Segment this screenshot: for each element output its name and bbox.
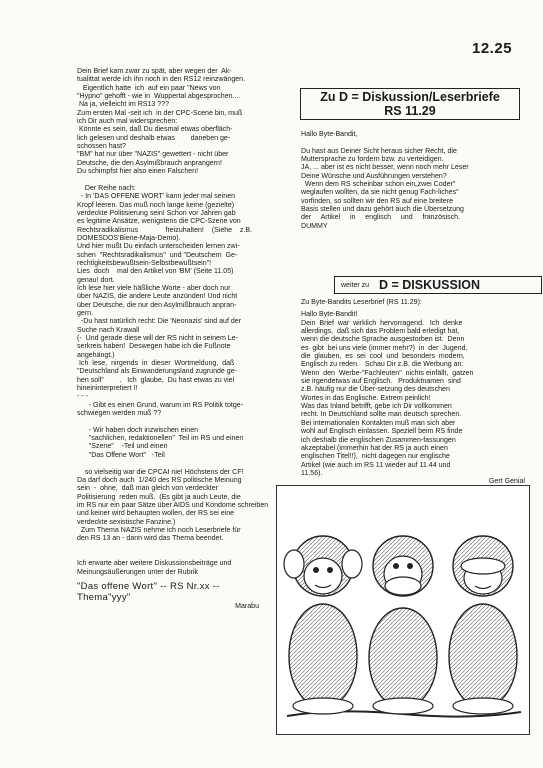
page-number: 12.25 [472, 40, 513, 57]
text-line: 11.56). [301, 469, 323, 477]
text-line: ich Dir auch mal widersprechen: [77, 118, 178, 126]
header-issue: RS 11.29 [384, 104, 436, 118]
text-line: Englisch zu reden. Schau Dir z.B. die Werbung an: [301, 361, 464, 369]
discussion-header-box [300, 88, 520, 120]
text-line: Dein Brief war wirklich hervorragend. Ich denke [301, 319, 463, 327]
text-line: "Das Offene Wort" -Teil [77, 451, 165, 459]
text-line: Wenn den Werbe-"Fachleuten" nichts einfällt, gatzen [301, 369, 474, 377]
right-column-second [301, 299, 531, 487]
text-line: DOMESDOS'Biene-Maja-Demo). [77, 234, 181, 242]
text-line: Wenn dem RS scheinbar schon ein„zwei Coder" [301, 181, 456, 189]
text-line: Wortes in das Englische. Extrem peinlich! [301, 394, 431, 402]
text-line: Könnte es sein, daß Du diesmal etwas oberfläch- [77, 126, 233, 134]
left-letter-text [77, 68, 277, 577]
three-monkeys-illustration [276, 485, 530, 735]
text-line: "Deutschland als Einwanderungsland zugrunde ge- [77, 368, 237, 376]
rubric-line-2: Thema"yyy" [77, 591, 131, 603]
text-line: hineininterpretiert !! [77, 385, 138, 393]
text-line: wohl auf Englisch einlassen. Speziell beim RS finde [301, 428, 463, 436]
text-line: den RS 13 an - dann wird das Thema beendet. [77, 535, 224, 543]
text-line: - Wir haben doch inzwischen einen [77, 426, 199, 434]
text-line: "Hypno" gehofft - wie in Wuppertal abgesprochen.... [77, 93, 241, 101]
text-line: gern. [77, 309, 94, 317]
text-line [77, 176, 277, 184]
text-line: Politisierung reden muß. (Es gibt ja auch Leute, die [77, 493, 241, 501]
text-line: die glauben, es sei cool und besonders modern, [301, 353, 465, 361]
text-line: schossen hast? [77, 143, 126, 151]
text-line: hen soll" . Ich glaube, Du hast etwas zu viel [77, 376, 235, 384]
text-line: Bei internationalen Kontakten muß man sich aber [301, 419, 456, 427]
text-line: lich gelesen und deshalb etwas daneben ge- [77, 134, 231, 142]
text-line: über NAZIS, die andere Leute anzünden! Und nicht [77, 293, 238, 301]
text-line: genau! dort. [77, 276, 115, 284]
text-line: Der Reihe nach: [77, 184, 136, 192]
text-line: JA, ... aber ist es nicht besser, wenn noch mehr Leser [301, 164, 469, 172]
right-signature: Gert Genial [488, 478, 525, 486]
text-line: Dein Brief kam zwar zu spät, aber wegen der Ak- [77, 68, 232, 75]
text-line: weglaufen wollten, da sie nicht genug Fach-liches" [301, 189, 459, 197]
text-line: angehängt.) [77, 351, 115, 359]
left-signature: Marabu [235, 602, 259, 610]
text-line: Zum ersten Mal -seit ich in der CPC-Scene bin, muß [77, 109, 243, 117]
reply-letter-text [301, 131, 531, 231]
text-line: (- Und gerade diese will der RS nicht in seinem Le- [77, 335, 238, 342]
text-line [77, 544, 277, 552]
text-line: z.B. häufig nur die Über-setzung des deutschen [301, 386, 450, 394]
continue-box [334, 276, 542, 294]
text-line: Muttersprache zu fordern bzw. zu verteidigen. [301, 156, 444, 164]
text-line: und keiner wird behaupten wollen, der RS sei eine [77, 510, 235, 518]
text-line: schwiegen werden muß ?? [77, 410, 162, 418]
text-line: - In 'DAS OFFENE WORT' kann jeder mal seinen [77, 193, 236, 201]
text-line: verdeckte sexistische Fanzine.) [77, 518, 176, 526]
text-line: Basis stellen und dazu gehört auch die Übersetzung [301, 206, 464, 214]
text-line: ich deshalb die englischen Zusammen-fassungen [301, 436, 456, 444]
text-line: Deutsche, die den Asylmißbrauch anprangern! [77, 159, 222, 167]
text-line: Hallo Byte-Bandit! [301, 311, 358, 319]
text-line: verdeckte Politisierung sein! Schon vor Jahren gab [77, 209, 236, 217]
three-monkeys-drawing [277, 486, 529, 734]
text-line: rechtigkeitsbewußtsein-Selbstbewußtsein"! [77, 259, 212, 267]
text-line: im RS nur ein paar Sätze über AIDS und Kondome schreiben [77, 501, 269, 509]
header-title: Zu D = Diskussion/Leserbriefe [320, 90, 500, 104]
text-line [77, 460, 277, 468]
text-line [77, 418, 277, 426]
text-line: "Szene" -Teil und einen [77, 443, 168, 451]
text-line: es legitime Ansätze, wenigstens die CPC-Szene von [77, 218, 241, 226]
monkey-speak-no-evil-icon [369, 536, 437, 714]
text-line: recht. In Deutschland sollte man deutsch sprechen. [301, 411, 462, 419]
text-line: Eigentlich hatte ich auf ein paar "News von [77, 84, 221, 92]
text-line: vorfinden, so sollten wir den RS auf eine breitere [301, 197, 453, 205]
text-line [77, 552, 277, 560]
text-line: Suche nach Krawall [77, 326, 140, 334]
text-line: sie irgendetwas auf Englisch. Produktnamen sind [301, 378, 461, 386]
text-line: so vielseitig war die CPCAI nie! Höchstens der CF! [77, 468, 244, 476]
text-line: serkreis haben! Deswegen habe ich die Fußnote [77, 343, 231, 351]
text-line: sein - ohne, daß man gleich von verdeckter [77, 485, 219, 493]
text-line: Ich lese, nirgends in dieser Wortmeldung, daß [77, 360, 235, 368]
text-line: Zum Thema NAZIS nehme ich noch Leserbriefe für [77, 526, 241, 534]
text-line: Lies doch mal den Artikel von 'BM' (Seite 11.05) [77, 268, 234, 276]
second-letter-text [301, 311, 531, 478]
right-column [301, 131, 531, 231]
text-line: "sachlichen, redaktionellen" Teil im RS und einen [77, 435, 244, 443]
text-line: Deine Wünsche und Ausführungen verstehen? [301, 172, 447, 180]
text-line: "BM" hat nur über "NAZIS" gewettert - nicht über [77, 151, 229, 159]
second-letter-intro: Zu Byte-Bandits Leserbrief (RS 11.29): [301, 299, 422, 306]
rubric-line-1: "Das offene Wort" -- RS Nr.xx -- [77, 580, 220, 592]
text-line: Ich erwarte aber weitere Diskussionsbeiträge und [77, 560, 232, 568]
text-line: wenn die deutsche Sprache ausgestorben ist. Denn [301, 336, 465, 344]
monkey-see-no-evil-icon [449, 536, 517, 714]
text-line: Artikel (wie auch im RS 11 wieder auf 11.44 und [301, 461, 451, 469]
text-line: Da darf doch auch 1/240 des RS politische Meinung [77, 476, 242, 484]
text-line: es gibt bei uns viele (immer mehr?) in der Jugend, [301, 344, 468, 352]
text-line: akzeptabel (immerhin hat der RS ja auch einen [301, 444, 448, 452]
text-line: - - - [77, 393, 88, 401]
text-line [301, 139, 531, 147]
text-line: Na ja, vielleicht im RS13 ??? [77, 101, 170, 109]
text-line: tualittat werde ich ihn noch in den RS12 reinzwängen. [77, 76, 246, 84]
text-line: Hallo Byte-Bandit, [301, 131, 358, 138]
text-line: schen "Rechtsradikalismus" und "Deutschem Ge- [77, 251, 238, 259]
monkey-hear-no-evil-icon [284, 536, 362, 714]
text-line: Rechtsradikalismus freizuhalten! (Siehe z.B. [77, 226, 253, 234]
text-line: Kropf leeren. Das muß noch lange keine (gezielte) [77, 201, 235, 209]
text-line: allerdings, daß sich das Problem bald erledigt hat, [301, 328, 460, 336]
continue-target: D = DISKUSSION [379, 278, 481, 292]
text-line: der Artikel in englisch und französisch. [301, 214, 461, 222]
text-line: Meinungsäußerungen unter der Rubrik [77, 568, 199, 576]
text-line: - Gibt es einen Grund, warum im RS Politik totge- [77, 401, 244, 409]
left-column [77, 68, 277, 611]
text-line: über Deutsche, die nur den Asylmißbrauch anpran- [77, 301, 237, 309]
text-line: -Du hast natürlich recht: Die 'Neonazis' sind auf der [77, 318, 242, 326]
text-line: englischen Titel!!), nicht dagegen nur englische [301, 453, 450, 461]
text-line: Und hier mußt Du einfach unterscheiden lernen zwi- [77, 243, 240, 251]
text-line: Du hast aus Deiner Sicht heraus sicher Recht, die [301, 147, 457, 155]
text-line: Du schimpfst hier also einen Falschen! [77, 168, 199, 176]
text-line: DUMMY [301, 222, 328, 230]
text-line: Was das Inland betrifft, gebe ich Dir vollkommen [301, 403, 452, 411]
text-line: Ich lese hier viele häßliche Worte - aber doch nur [77, 284, 231, 292]
continue-prefix: weiter zu [341, 282, 370, 289]
